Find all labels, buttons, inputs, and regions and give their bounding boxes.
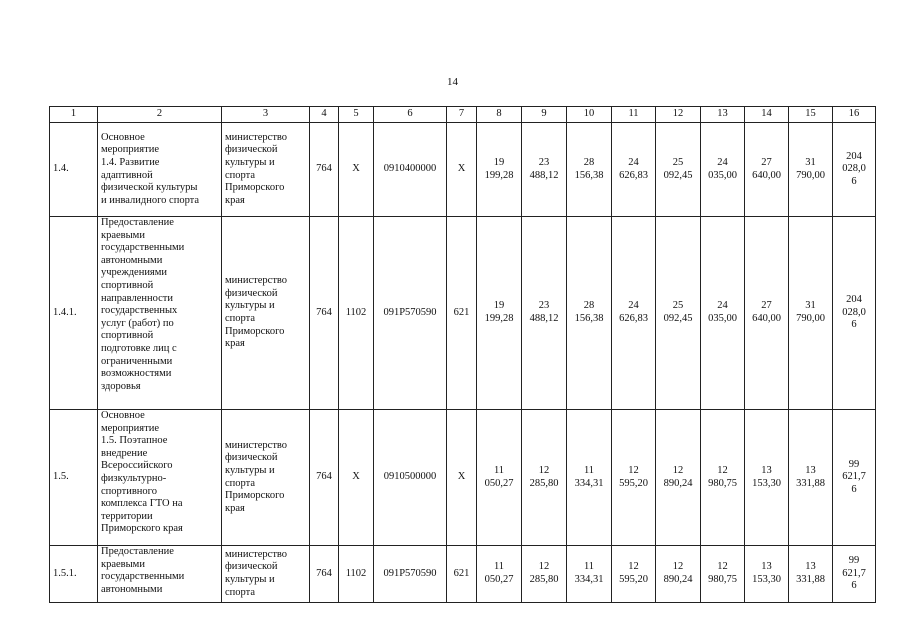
funding-amount-cell — [745, 546, 789, 603]
funding-amount-line: 285,80 — [529, 477, 559, 489]
funding-amount-line: 11 — [583, 464, 595, 476]
funding-amount-line: 621,7 — [842, 567, 866, 579]
funding-amount-cell — [701, 546, 745, 603]
activity-name-cell — [98, 410, 222, 546]
activity-name-line: услуг (работ) по — [101, 317, 174, 329]
funding-amount-line: 12 — [717, 561, 728, 573]
funding-amount-line: 334,31 — [574, 574, 604, 585]
executor-line: Приморского — [225, 490, 285, 502]
table-row — [50, 546, 876, 603]
column-number-header: 3 — [222, 107, 310, 123]
table-row — [50, 123, 876, 217]
activity-name-line: мероприятие — [101, 144, 159, 156]
column-number-header: 16 — [833, 107, 876, 123]
funding-amount-line: 11 — [583, 561, 595, 573]
funding-amount-line: 24 — [717, 156, 728, 168]
page-number: 14 — [447, 76, 458, 88]
funding-amount-line: 11 — [493, 464, 505, 476]
section-code-cell: X — [339, 410, 374, 546]
funding-amount-cell — [701, 410, 745, 546]
executor-line: спорта — [225, 169, 256, 181]
executor-line: Приморского — [225, 182, 285, 194]
funding-amount-line: 19 — [493, 300, 505, 312]
column-number-header: 10 — [567, 107, 612, 123]
column-number-header: 1 — [50, 107, 98, 123]
funding-amount-line: 890,24 — [663, 574, 693, 585]
table-header-row — [50, 107, 876, 123]
expense-type-cell: X — [447, 123, 477, 217]
funding-amount-line: 790,00 — [796, 313, 825, 324]
funding-amount-cell — [477, 217, 522, 410]
activity-name-line: адаптивной — [101, 169, 153, 181]
funding-amount-line: 11 — [493, 561, 505, 573]
funding-amount-line: 153,30 — [752, 477, 781, 489]
funding-amount-cell — [656, 123, 701, 217]
table-row — [50, 410, 876, 546]
funding-amount-line: 99 — [848, 458, 860, 470]
funding-amount-cell — [833, 217, 876, 410]
funding-amount-cell — [833, 410, 876, 546]
funding-amount-line: 13 — [761, 561, 772, 573]
funding-amount-line: 13 — [805, 464, 816, 476]
grbs-code-cell: 764 — [310, 217, 339, 410]
column-number-header: 5 — [339, 107, 374, 123]
executor-line: культуры и — [225, 300, 275, 312]
activity-name-line: физкультурно- — [101, 472, 167, 484]
funding-amount-line: 334,31 — [574, 477, 604, 489]
executor-line: спорта — [225, 477, 256, 489]
funding-amount-line: 621,7 — [842, 471, 866, 483]
activity-name-line: направленности — [101, 292, 174, 304]
funding-amount-cell — [477, 123, 522, 217]
row-number-cell: 1.4. — [50, 123, 98, 217]
funding-amount-line: 156,38 — [574, 313, 604, 324]
funding-amount-line: 28 — [583, 300, 595, 312]
funding-amount-line: 050,27 — [484, 574, 514, 585]
funding-amount-line: 488,12 — [529, 169, 559, 181]
funding-amount-line: 23 — [538, 300, 550, 312]
funding-amount-line: 12 — [672, 561, 684, 573]
funding-amount-line: 99 — [848, 555, 860, 567]
funding-amount-line: 488,12 — [529, 313, 559, 324]
executor-line: физической — [225, 144, 278, 156]
grbs-code-cell: 764 — [310, 123, 339, 217]
activity-name-cell — [98, 123, 222, 217]
expense-type-cell: X — [447, 410, 477, 546]
activity-name-line: Основное — [101, 131, 145, 143]
funding-amount-line: 6 — [851, 483, 857, 495]
funding-amount-line: 19 — [493, 156, 505, 168]
funding-amount-cell — [477, 410, 522, 546]
executor-line: края — [225, 194, 245, 206]
activity-name-line: подготовке лиц с — [101, 342, 177, 354]
activity-name-line: территории — [101, 510, 153, 522]
funding-amount-cell — [567, 123, 612, 217]
funding-amount-cell — [745, 217, 789, 410]
activity-name-line: краевыми — [101, 558, 145, 570]
executor-line: спорта — [225, 313, 256, 324]
activity-name-line: автономными — [101, 254, 163, 266]
activity-name-cell — [98, 217, 222, 410]
executor-line: культуры и — [225, 464, 275, 476]
funding-amount-line: 23 — [538, 156, 550, 168]
funding-amount-line: 626,83 — [619, 169, 648, 181]
row-number-cell: 1.5.1. — [50, 546, 98, 603]
column-number-header: 9 — [522, 107, 567, 123]
funding-amount-line: 199,28 — [484, 313, 514, 324]
activity-name-line: государственными — [101, 242, 185, 254]
funding-amount-cell — [701, 217, 745, 410]
funding-amount-line: 12 — [717, 464, 728, 476]
activity-name-line: внедрение — [101, 447, 148, 459]
funding-amount-line: 12 — [628, 561, 639, 573]
funding-amount-line: 204 — [846, 150, 862, 162]
executor-line: министерство — [225, 131, 288, 143]
funding-amount-line: 050,27 — [484, 477, 514, 489]
column-number-header: 11 — [612, 107, 656, 123]
funding-amount-line: 24 — [628, 300, 639, 312]
funding-amount-cell — [789, 546, 833, 603]
funding-amount-line: 285,80 — [529, 574, 559, 585]
funding-amount-line: 12 — [538, 464, 550, 476]
activity-name-line: 1.5. Поэтапное — [101, 435, 168, 447]
row-number-cell: 1.5. — [50, 410, 98, 546]
column-number-header: 8 — [477, 107, 522, 123]
grbs-code-cell: 764 — [310, 410, 339, 546]
funding-amount-line: 204 — [846, 294, 862, 306]
funding-amount-line: 035,00 — [708, 313, 737, 324]
target-article-cell: 091P570590 — [374, 217, 447, 410]
funding-amount-line: 595,20 — [619, 574, 648, 585]
funding-amount-cell — [612, 123, 656, 217]
funding-amount-line: 13 — [805, 561, 816, 573]
funding-amount-line: 27 — [761, 300, 772, 312]
funding-amount-line: 25 — [672, 156, 684, 168]
target-article-cell: 0910400000 — [374, 123, 447, 217]
funding-amount-cell — [612, 217, 656, 410]
executor-line: края — [225, 502, 245, 514]
funding-amount-cell — [567, 217, 612, 410]
funding-amount-line: 199,28 — [484, 169, 514, 181]
funding-amount-line: 25 — [672, 300, 684, 312]
grbs-code-cell: 764 — [310, 546, 339, 603]
section-code-cell: X — [339, 123, 374, 217]
executor-line: Приморского — [225, 325, 285, 337]
activity-name-line: возможностями — [101, 368, 172, 380]
executor-line: физической — [225, 452, 278, 464]
activity-name-line: здоровья — [101, 380, 141, 392]
executor-line: министерство — [225, 548, 288, 560]
funding-amount-cell — [745, 123, 789, 217]
funding-amount-cell — [522, 410, 567, 546]
funding-amount-line: 790,00 — [796, 169, 825, 181]
funding-amount-cell — [612, 546, 656, 603]
funding-amount-cell — [789, 123, 833, 217]
funding-amount-line: 331,88 — [796, 574, 825, 585]
activity-name-line: Всероссийского — [101, 460, 173, 472]
funding-amount-line: 092,45 — [663, 313, 693, 324]
activity-name-line: 1.4. Развитие — [101, 156, 160, 168]
activity-name-line: физической культуры — [101, 182, 198, 194]
executor-cell — [222, 410, 310, 546]
activity-name-line: спортивного — [101, 485, 157, 497]
executor-line: культуры и — [225, 156, 275, 168]
funding-amount-line: 6 — [851, 319, 857, 331]
activity-name-line: Предоставление — [101, 217, 174, 228]
funding-amount-line: 153,30 — [752, 574, 781, 585]
executor-line: культуры и — [225, 574, 275, 585]
funding-amount-line: 640,00 — [752, 169, 781, 181]
funding-amount-line: 640,00 — [752, 313, 781, 324]
executor-line: физической — [225, 561, 278, 573]
funding-amount-line: 24 — [628, 156, 639, 168]
activity-name-line: автономными — [101, 583, 163, 595]
funding-amount-line: 035,00 — [708, 169, 737, 181]
funding-amount-line: 980,75 — [708, 574, 737, 585]
activity-name-line: Предоставление — [101, 546, 174, 557]
funding-amount-cell — [567, 410, 612, 546]
executor-cell — [222, 217, 310, 410]
activity-name-line: комплекса ГТО на — [101, 498, 183, 510]
funding-amount-cell — [789, 217, 833, 410]
activity-name-cell — [98, 546, 222, 603]
funding-amount-line: 028,0 — [842, 163, 866, 175]
funding-amount-line: 12 — [628, 464, 639, 476]
funding-amount-line: 27 — [761, 156, 772, 168]
target-article-cell: 091P570590 — [374, 546, 447, 603]
funding-amount-cell — [656, 546, 701, 603]
funding-amount-line: 092,45 — [663, 169, 693, 181]
funding-amount-cell — [522, 123, 567, 217]
activity-name-line: учреждениями — [101, 267, 168, 279]
funding-amount-cell — [477, 546, 522, 603]
column-number-header: 7 — [447, 107, 477, 123]
table-row — [50, 217, 876, 410]
expense-type-cell: 621 — [447, 546, 477, 603]
funding-amount-line: 28 — [583, 156, 595, 168]
column-number-header: 13 — [701, 107, 745, 123]
funding-amount-line: 6 — [851, 580, 857, 592]
executor-line: физической — [225, 287, 278, 299]
funding-amount-line: 6 — [851, 175, 857, 187]
funding-amount-line: 24 — [717, 300, 728, 312]
funding-amount-cell — [833, 123, 876, 217]
activity-name-line: государственных — [101, 305, 178, 317]
funding-amount-line: 31 — [805, 300, 816, 312]
funding-amount-line: 31 — [805, 156, 816, 168]
executor-line: края — [225, 338, 245, 350]
funding-amount-cell — [745, 410, 789, 546]
funding-amount-cell — [612, 410, 656, 546]
funding-amount-cell — [522, 546, 567, 603]
executor-line: министерство — [225, 439, 288, 451]
activity-name-line: Приморского края — [101, 523, 183, 535]
activity-name-line: государственными — [101, 571, 185, 583]
funding-amount-line: 028,0 — [842, 306, 866, 318]
executor-line: министерство — [225, 275, 288, 287]
activity-name-line: ограниченными — [101, 355, 173, 367]
column-number-header: 4 — [310, 107, 339, 123]
funding-amount-line: 156,38 — [574, 169, 604, 181]
funding-amount-line: 13 — [761, 464, 772, 476]
activity-name-line: спортивной — [101, 279, 154, 291]
funding-amount-cell — [701, 123, 745, 217]
activity-name-line: Основное — [101, 410, 145, 421]
activity-name-line: спортивной — [101, 330, 154, 342]
program-budget-table — [49, 106, 876, 603]
funding-amount-cell — [656, 217, 701, 410]
funding-amount-line: 331,88 — [796, 477, 825, 489]
expense-type-cell: 621 — [447, 217, 477, 410]
funding-amount-line: 12 — [538, 561, 550, 573]
column-number-header: 14 — [745, 107, 789, 123]
funding-amount-cell — [522, 217, 567, 410]
executor-line: спорта — [225, 586, 256, 598]
funding-amount-line: 626,83 — [619, 313, 648, 324]
funding-amount-cell — [567, 546, 612, 603]
section-code-cell: 1102 — [339, 217, 374, 410]
funding-amount-line: 595,20 — [619, 477, 648, 489]
column-number-header: 12 — [656, 107, 701, 123]
funding-amount-line: 12 — [672, 464, 684, 476]
column-number-header: 2 — [98, 107, 222, 123]
section-code-cell: 1102 — [339, 546, 374, 603]
target-article-cell: 0910500000 — [374, 410, 447, 546]
activity-name-line: краевыми — [101, 229, 145, 241]
funding-amount-cell — [833, 546, 876, 603]
executor-cell — [222, 123, 310, 217]
row-number-cell: 1.4.1. — [50, 217, 98, 410]
column-number-header: 6 — [374, 107, 447, 123]
activity-name-line: и инвалидного спорта — [101, 194, 200, 206]
funding-amount-line: 980,75 — [708, 477, 737, 489]
funding-amount-line: 890,24 — [663, 477, 693, 489]
column-number-header: 15 — [789, 107, 833, 123]
funding-amount-cell — [656, 410, 701, 546]
executor-cell — [222, 546, 310, 603]
funding-amount-cell — [789, 410, 833, 546]
activity-name-line: мероприятие — [101, 422, 159, 434]
